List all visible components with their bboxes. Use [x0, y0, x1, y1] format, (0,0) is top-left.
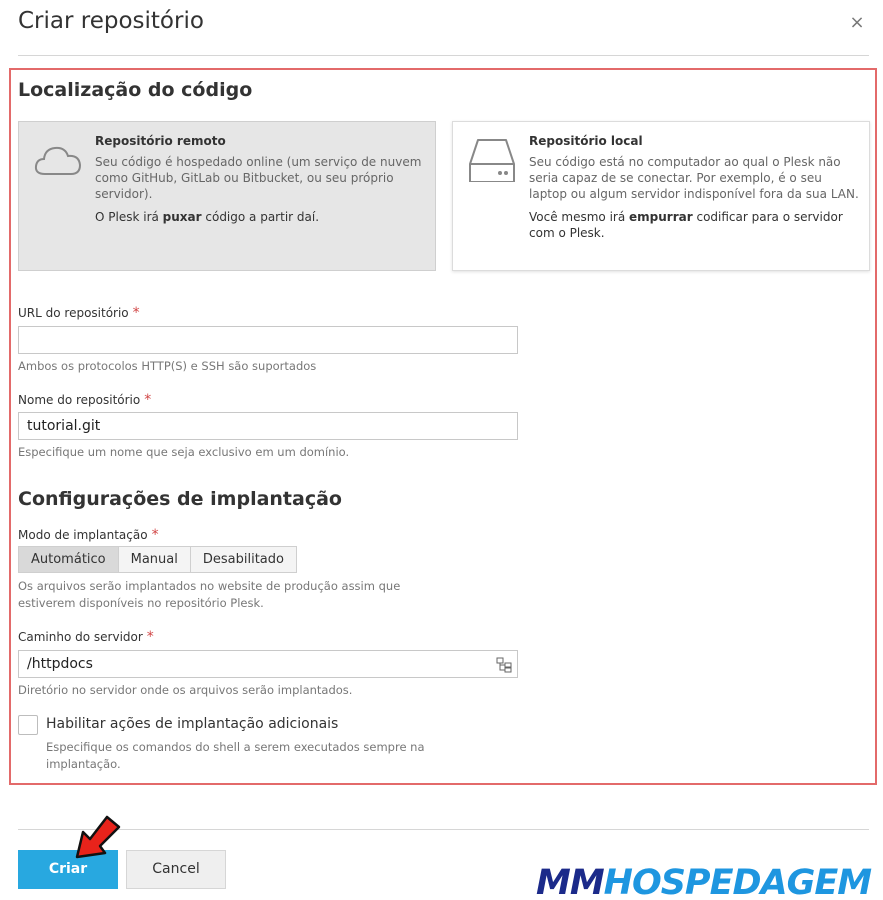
local-repository-option[interactable] — [452, 121, 870, 271]
deploy-mode-manual[interactable]: Manual — [119, 547, 191, 572]
required-mark: * — [151, 527, 159, 543]
remote-repository-option[interactable] — [18, 121, 436, 271]
remote-option-title: Repositório remoto — [95, 134, 226, 148]
red-arrow-icon — [74, 812, 124, 860]
server-path-hint: Diretório no servidor onde os arquivos serão implantados. — [18, 683, 353, 697]
deploy-mode-automatic[interactable]: Automático — [19, 547, 119, 572]
required-mark: * — [132, 305, 140, 321]
brand-watermark: MMHOSPEDAGEM — [536, 863, 872, 900]
create-button[interactable]: Criar — [18, 850, 118, 889]
repo-url-label: URL do repositório * — [18, 305, 140, 321]
deploy-mode-selector — [18, 546, 297, 573]
additional-actions-hint: Especifique os comandos do shell a serem executados sempre na implantação. — [46, 740, 425, 771]
deployment-settings-title: Configurações de implantação — [18, 488, 342, 510]
directory-tree-icon[interactable] — [496, 657, 512, 673]
local-option-description: Seu código está no computador ao qual o Plesk não seria capaz de se conectar. Por exemplo, é o seu laptop ou algum servidor indisponível fora da sua LAN. — [529, 155, 859, 201]
repo-name-input[interactable] — [18, 412, 518, 440]
required-mark: * — [146, 629, 154, 645]
hard-drive-icon — [467, 132, 517, 182]
cloud-icon — [33, 140, 83, 182]
required-mark: * — [144, 392, 152, 408]
repo-url-input[interactable] — [18, 326, 518, 354]
server-path-input[interactable] — [18, 650, 518, 678]
dialog-title: Criar repositório — [18, 8, 204, 34]
remote-option-description: Seu código é hospedado online (um serviço de nuvem como GitHub, GitLab ou Bitbucket, ou seu próprio servidor). — [95, 155, 422, 201]
additional-actions-label[interactable]: Habilitar ações de implantação adicionais — [46, 716, 339, 732]
header-divider — [18, 55, 869, 56]
remote-option-note: O Plesk irá puxar código a partir daí. — [95, 210, 320, 224]
server-path-label: Caminho do servidor * — [18, 629, 154, 645]
local-option-title: Repositório local — [529, 134, 643, 148]
cancel-button[interactable]: Cancel — [126, 850, 226, 889]
repo-name-label: Nome do repositório * — [18, 392, 152, 408]
code-location-title: Localização do código — [18, 79, 253, 101]
close-icon[interactable]: × — [849, 12, 865, 33]
deploy-mode-hint: Os arquivos serão implantados no website de produção assim que estiverem disponíveis no repositório Plesk. — [18, 579, 401, 610]
repo-url-hint: Ambos os protocolos HTTP(S) e SSH são suportados — [18, 359, 317, 373]
local-option-note: Você mesmo irá empurrar codificar para o servidor com o Plesk. — [529, 210, 843, 240]
footer-divider — [18, 829, 869, 830]
deploy-mode-disabled[interactable]: Desabilitado — [191, 547, 296, 572]
deploy-mode-label: Modo de implantação * — [18, 527, 159, 543]
repo-name-hint: Especifique um nome que seja exclusivo em um domínio. — [18, 445, 350, 459]
additional-actions-checkbox[interactable] — [18, 715, 38, 735]
